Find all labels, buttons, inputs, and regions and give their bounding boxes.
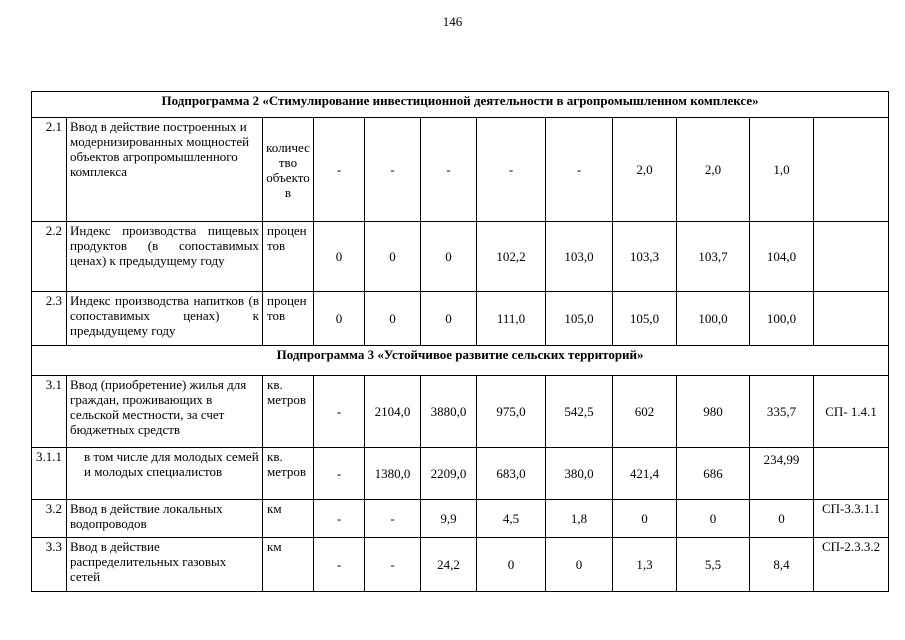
row-number: 2.3 [32, 292, 67, 346]
value-cell: - [314, 538, 365, 592]
value-cell: 105,0 [546, 292, 613, 346]
note-cell [814, 222, 889, 292]
row-number: 3.1.1 [32, 448, 67, 500]
value-cell: 234,99 [750, 448, 814, 500]
value-cell: 103,0 [546, 222, 613, 292]
indicator-name: Индекс производства пищевых продуктов (в сопоставимых ценах) к предыдущему году [67, 222, 263, 292]
row-number: 2.2 [32, 222, 67, 292]
section-header [32, 92, 889, 118]
value-cell: 5,5 [677, 538, 750, 592]
value-cell: 1,0 [750, 118, 814, 222]
value-cell: 0 [546, 538, 613, 592]
unit-cell: кв. метров [263, 376, 314, 448]
value-cell: 0 [421, 292, 477, 346]
value-cell: 100,0 [677, 292, 750, 346]
table-row [32, 118, 889, 222]
value-cell: 683,0 [477, 448, 546, 500]
value-cell: - [314, 500, 365, 538]
value-cell: 2209,0 [421, 448, 477, 500]
section-title: Подпрограмма 2 «Стимулирование инвестиционной деятельности в агропромышленном комплексе» [32, 92, 889, 118]
value-cell: 0 [314, 292, 365, 346]
value-cell: 102,2 [477, 222, 546, 292]
value-cell: 103,7 [677, 222, 750, 292]
table-row [32, 376, 889, 448]
note-cell: СП-2.3.3.2 [814, 538, 889, 592]
table-row [32, 222, 889, 292]
note-cell: СП- 1.4.1 [814, 376, 889, 448]
value-cell: 105,0 [613, 292, 677, 346]
value-cell: 980 [677, 376, 750, 448]
row-number: 3.1 [32, 376, 67, 448]
note-cell [814, 292, 889, 346]
value-cell: 2,0 [613, 118, 677, 222]
value-cell: 0 [613, 500, 677, 538]
value-cell: 0 [677, 500, 750, 538]
value-cell: 0 [314, 222, 365, 292]
value-cell: 1380,0 [365, 448, 421, 500]
row-number: 3.2 [32, 500, 67, 538]
value-cell: - [365, 538, 421, 592]
value-cell: 0 [750, 500, 814, 538]
value-cell: - [546, 118, 613, 222]
value-cell: - [421, 118, 477, 222]
note-cell [814, 118, 889, 222]
value-cell: 24,2 [421, 538, 477, 592]
value-cell: 542,5 [546, 376, 613, 448]
indicator-name: Ввод (приобретение) жилья для граждан, проживающих в сельской местности, за счет бюджетных средств [67, 376, 263, 448]
table-row [32, 448, 889, 500]
value-cell: 0 [365, 222, 421, 292]
table-row [32, 500, 889, 538]
indicator-name: Ввод в действие распределительных газовых сетей [67, 538, 263, 592]
value-cell: - [314, 376, 365, 448]
indicator-name: Ввод в действие построенных и модернизированных мощностей объектов агропромышленного комплекса [67, 118, 263, 222]
unit-cell: км [263, 500, 314, 538]
value-cell: 111,0 [477, 292, 546, 346]
unit-cell: процентов [263, 292, 314, 346]
value-cell: 100,0 [750, 292, 814, 346]
table-row [32, 292, 889, 346]
indicators-table [31, 91, 889, 592]
indicator-name: Ввод в действие локальных водопроводов [67, 500, 263, 538]
value-cell: 335,7 [750, 376, 814, 448]
unit-cell: количество объектов [263, 118, 314, 222]
note-cell [814, 448, 889, 500]
section-header [32, 346, 889, 376]
value-cell: - [365, 118, 421, 222]
value-cell: 0 [421, 222, 477, 292]
table-row [32, 538, 889, 592]
value-cell: 4,5 [477, 500, 546, 538]
value-cell: 380,0 [546, 448, 613, 500]
value-cell: 104,0 [750, 222, 814, 292]
value-cell: 1,8 [546, 500, 613, 538]
value-cell: 8,4 [750, 538, 814, 592]
value-cell: - [314, 118, 365, 222]
indicator-name: в том числе для молодых семей и молодых специалистов [84, 449, 259, 479]
section-title: Подпрограмма 3 «Устойчивое развитие сельских территорий» [32, 346, 889, 376]
note-cell: СП-3.3.1.1 [814, 500, 889, 538]
value-cell: 421,4 [613, 448, 677, 500]
value-cell: 2104,0 [365, 376, 421, 448]
value-cell: - [314, 448, 365, 500]
row-number: 2.1 [32, 118, 67, 222]
page-number: 146 [442, 14, 463, 29]
value-cell: 602 [613, 376, 677, 448]
indicator-name: Индекс производства напитков (в сопоставимых ценах) к предыдущему году [67, 292, 263, 346]
value-cell: 686 [677, 448, 750, 500]
value-cell: - [477, 118, 546, 222]
value-cell: - [365, 500, 421, 538]
unit-cell: процентов [263, 222, 314, 292]
unit-cell: кв. метров [263, 448, 314, 500]
unit-cell: км [263, 538, 314, 592]
row-number: 3.3 [32, 538, 67, 592]
value-cell: 9,9 [421, 500, 477, 538]
value-cell: 975,0 [477, 376, 546, 448]
value-cell: 3880,0 [421, 376, 477, 448]
value-cell: 0 [365, 292, 421, 346]
value-cell: 1,3 [613, 538, 677, 592]
value-cell: 0 [477, 538, 546, 592]
value-cell: 103,3 [613, 222, 677, 292]
value-cell: 2,0 [677, 118, 750, 222]
